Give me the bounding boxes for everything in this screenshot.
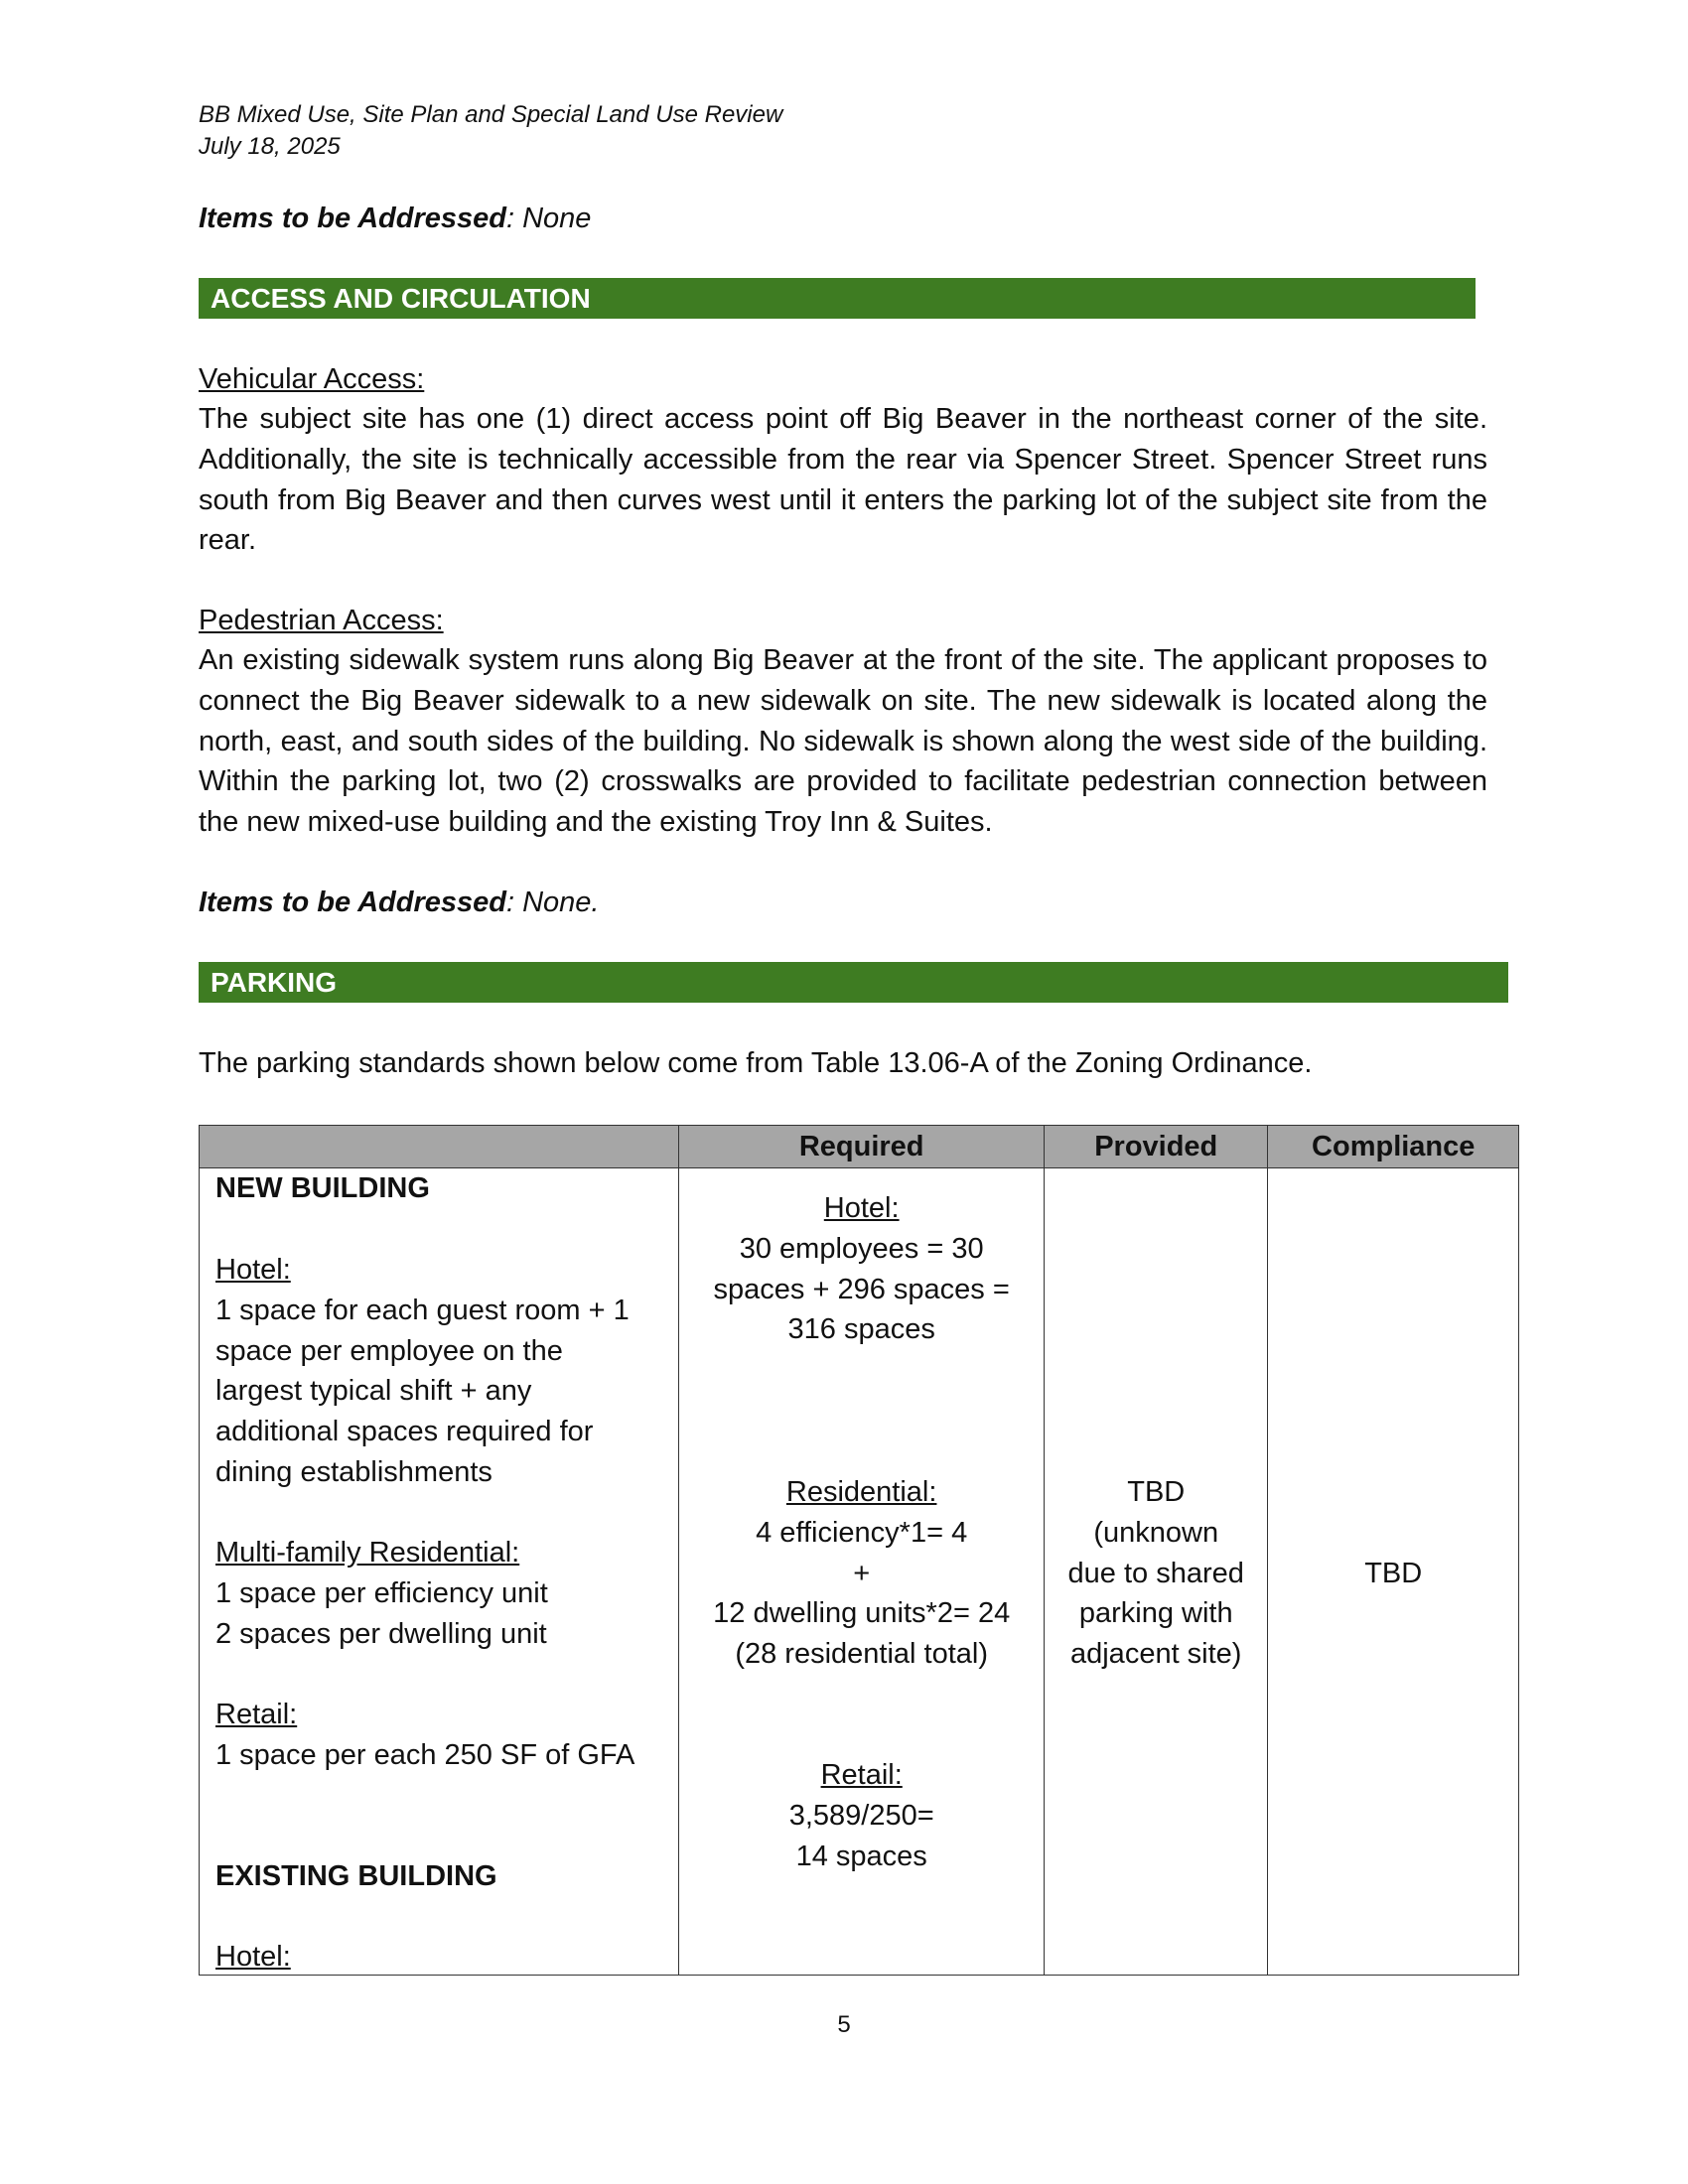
compliance-cell — [1268, 1168, 1519, 1976]
table-row — [200, 1168, 1519, 1976]
required-residential-line: 12 dwelling units*2= 24 — [713, 1597, 1011, 1629]
required-residential-title: Residential: — [785, 1476, 937, 1508]
hotel-title: Hotel: — [215, 1254, 291, 1286]
parking-table — [199, 1125, 1519, 1976]
items-value: : None — [505, 203, 592, 234]
retail-title: Retail: — [215, 1699, 298, 1730]
required-hotel-title: Hotel: — [823, 1192, 900, 1224]
vehicular-access-text: The subject site has one (1) direct access point off Big Beaver in the northeast corner of the site. Additionally, the site is technically accessible from the rear via Spencer Street. Spencer Street runs south from Big Beaver and then curves west until it enters the parking lot of the subject site from the rear. — [199, 403, 1487, 557]
header-title: BB Mixed Use, Site Plan and Special Land Use Review — [199, 101, 783, 128]
table-header-provided: Provided — [1045, 1126, 1268, 1168]
required-hotel-line: spaces + 296 spaces = — [713, 1274, 1010, 1305]
pedestrian-access-title: Pedestrian Access: — [199, 605, 444, 636]
pedestrian-access-text: An existing sidewalk system runs along Big Beaver at the front of the site. The applicant proposes to connect the Big Beaver sidewalk to a new sidewalk on site. The new sidewalk is located along the north, east, and south sides of the building. No sidewalk is shown along the west side of the building. Within the parking lot, two (2) crosswalks are provided to facilitate pedestrian connection between the new mixed-use building and the existing Troy Inn & Suites. — [199, 644, 1487, 839]
required-cell — [679, 1168, 1045, 1976]
multifamily-title: Multi-family Residential: — [215, 1537, 520, 1569]
items-label: Items to be Addressed — [199, 887, 506, 918]
provided-line: (unknown — [1093, 1517, 1219, 1549]
page-number: 5 — [837, 2011, 851, 2038]
section-heading-parking: PARKING — [199, 962, 1508, 1003]
table-header-required: Required — [679, 1126, 1045, 1168]
items-label: Items to be Addressed — [199, 203, 506, 234]
hotel-standard-line: 1 space for each guest room + 1 — [215, 1295, 630, 1326]
parking-intro: The parking standards shown below come from Table 13.06-A of the Zoning Ordinance. — [199, 1047, 1313, 1079]
required-residential-line: 4 efficiency*1= 4 — [756, 1517, 968, 1549]
hotel-standard-line: additional spaces required for — [215, 1416, 594, 1447]
required-hotel-line: 30 employees = 30 — [739, 1233, 984, 1265]
existing-building-label: EXISTING BUILDING — [215, 1860, 497, 1892]
standards-cell — [200, 1168, 679, 1976]
required-hotel-line: 316 spaces — [787, 1313, 935, 1345]
new-building-label: NEW BUILDING — [215, 1172, 430, 1204]
multifamily-standard-line: 1 space per efficiency unit — [215, 1577, 548, 1609]
required-residential-line: + — [853, 1558, 871, 1589]
table-header-cell — [200, 1126, 679, 1168]
existing-hotel-title: Hotel: — [215, 1941, 291, 1973]
required-retail-line: 3,589/250= — [788, 1800, 934, 1832]
multifamily-standard-line: 2 spaces per dwelling unit — [215, 1618, 547, 1650]
required-residential-line: (28 residential total) — [735, 1638, 989, 1670]
compliance-value: TBD — [1364, 1558, 1423, 1589]
table-header-row — [200, 1126, 1519, 1168]
provided-line: TBD — [1127, 1476, 1186, 1508]
vehicular-access-title: Vehicular Access: — [199, 363, 425, 395]
section-heading-access: ACCESS AND CIRCULATION — [199, 278, 1476, 319]
provided-cell — [1045, 1168, 1268, 1976]
provided-line: parking with — [1078, 1597, 1233, 1629]
hotel-standard-line: dining establishments — [215, 1456, 492, 1488]
required-retail-line: 14 spaces — [795, 1841, 927, 1872]
hotel-standard-line: largest typical shift + any — [215, 1375, 532, 1407]
items-to-be-addressed-top — [199, 201, 591, 236]
hotel-standard-line: space per employee on the — [215, 1335, 563, 1367]
provided-line: due to shared — [1067, 1558, 1244, 1589]
table-header-compliance: Compliance — [1268, 1126, 1519, 1168]
provided-line: adjacent site) — [1069, 1638, 1242, 1670]
required-retail-title: Retail: — [820, 1759, 903, 1791]
header-date: July 18, 2025 — [199, 133, 341, 160]
items-to-be-addressed-access — [199, 885, 599, 920]
retail-standard: 1 space per each 250 SF of GFA — [215, 1739, 635, 1771]
items-value: : None. — [505, 887, 600, 918]
